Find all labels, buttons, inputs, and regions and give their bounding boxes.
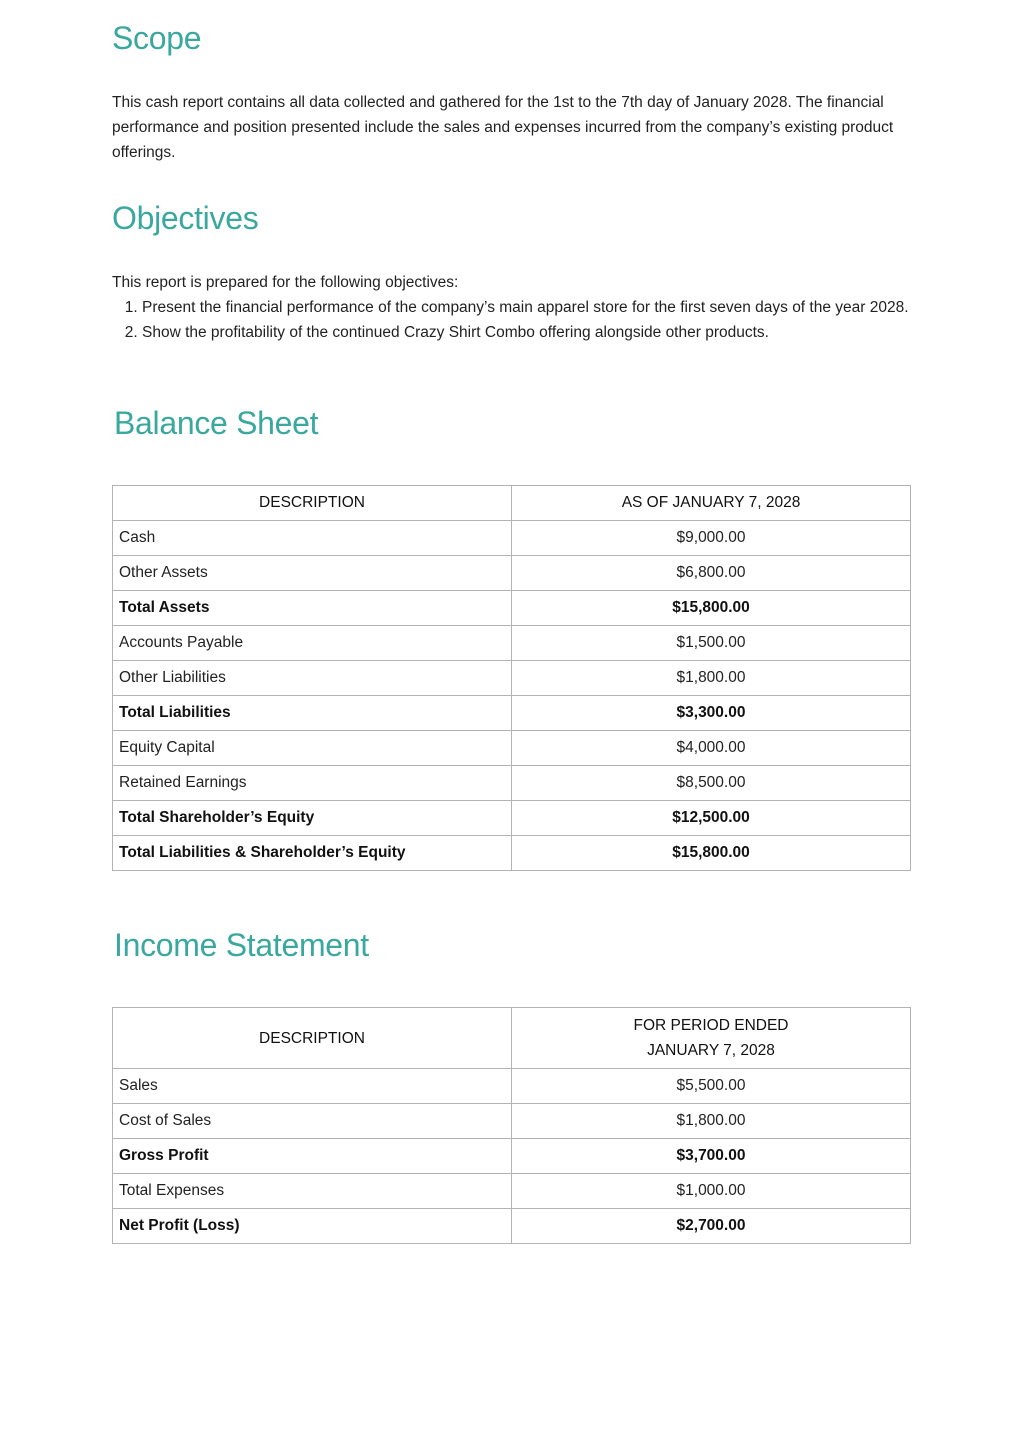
row-value: $1,800.00 — [512, 1104, 911, 1139]
balance-sheet-heading: Balance Sheet — [114, 405, 319, 441]
table-row — [113, 661, 911, 696]
row-description: Total Assets — [113, 591, 512, 626]
table-row — [113, 1104, 911, 1139]
income-statement-table — [112, 1007, 911, 1244]
table-row — [113, 626, 911, 661]
table-row — [113, 1139, 911, 1174]
table-row — [113, 1069, 911, 1104]
row-value: $8,500.00 — [512, 766, 911, 801]
row-value: $2,700.00 — [512, 1209, 911, 1244]
table-row — [113, 836, 911, 871]
row-description: Net Profit (Loss) — [113, 1209, 512, 1244]
row-description: Total Liabilities — [113, 696, 512, 731]
row-value: $3,300.00 — [512, 696, 911, 731]
row-description: Total Shareholder’s Equity — [113, 801, 512, 836]
objectives-list — [112, 295, 932, 345]
row-description: Cash — [113, 521, 512, 556]
table-header-row — [113, 486, 911, 521]
period-header-line-1: FOR PERIOD ENDED — [633, 1017, 789, 1034]
row-value: $1,800.00 — [512, 661, 911, 696]
row-value: $15,800.00 — [512, 591, 911, 626]
row-value: $3,700.00 — [512, 1139, 911, 1174]
row-description: Gross Profit — [113, 1139, 512, 1174]
table-header-row — [113, 1008, 911, 1069]
column-header-description: DESCRIPTION — [113, 486, 512, 521]
row-value: $9,000.00 — [512, 521, 911, 556]
table-row — [113, 766, 911, 801]
row-value: $5,500.00 — [512, 1069, 911, 1104]
objective-item: 1. Present the financial performance of the company’s main apparel store for the first seven days of the year 2028. — [142, 295, 932, 320]
row-description: Equity Capital — [113, 731, 512, 766]
row-description: Sales — [113, 1069, 512, 1104]
period-header-line-2: JANUARY 7, 2028 — [647, 1042, 775, 1059]
row-description: Other Liabilities — [113, 661, 512, 696]
table-row — [113, 1174, 911, 1209]
row-description: Total Expenses — [113, 1174, 512, 1209]
row-description: Cost of Sales — [113, 1104, 512, 1139]
row-description: Total Liabilities & Shareholder’s Equity — [113, 836, 512, 871]
objectives-heading: Objectives — [112, 200, 259, 236]
row-description: Retained Earnings — [113, 766, 512, 801]
table-row — [113, 801, 911, 836]
column-header-date: AS OF JANUARY 7, 2028 — [512, 486, 911, 521]
scope-paragraph: This cash report contains all data collected and gathered for the 1st to the 7th day of January 2028. The financial performance and position presented include the sales and expenses incurred from the company’s existing product offerings. — [112, 94, 894, 161]
row-value: $1,500.00 — [512, 626, 911, 661]
column-header-description: DESCRIPTION — [113, 1008, 512, 1069]
table-row — [113, 1209, 911, 1244]
table-row — [113, 696, 911, 731]
row-value: $15,800.00 — [512, 836, 911, 871]
objective-item: 2. Show the profitability of the continued Crazy Shirt Combo offering alongside other products. — [142, 320, 932, 345]
row-description: Other Assets — [113, 556, 512, 591]
row-value: $1,000.00 — [512, 1174, 911, 1209]
row-value: $4,000.00 — [512, 731, 911, 766]
table-row — [113, 731, 911, 766]
row-description: Accounts Payable — [113, 626, 512, 661]
column-header-period — [512, 1008, 911, 1069]
table-row — [113, 591, 911, 626]
row-value: $12,500.00 — [512, 801, 911, 836]
table-row — [113, 521, 911, 556]
balance-sheet-table — [112, 485, 911, 871]
objectives-intro: This report is prepared for the following objectives: — [112, 274, 459, 291]
scope-heading: Scope — [112, 20, 202, 56]
table-row — [113, 556, 911, 591]
income-statement-heading: Income Statement — [114, 927, 369, 963]
row-value: $6,800.00 — [512, 556, 911, 591]
